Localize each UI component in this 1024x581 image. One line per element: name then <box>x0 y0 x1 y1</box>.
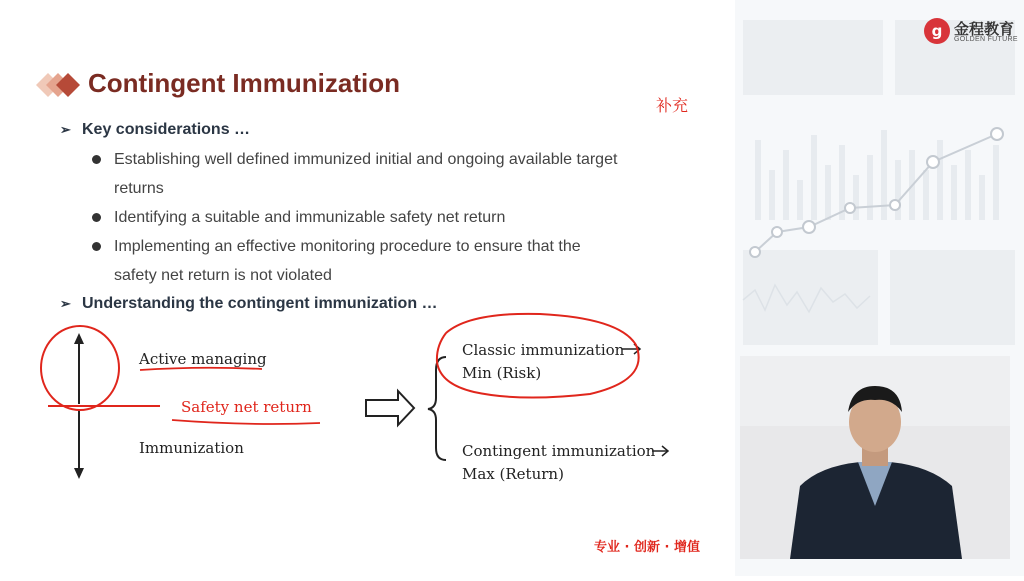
brand-logo <box>924 18 1020 46</box>
bullet-item <box>92 203 692 232</box>
section-heading-understanding <box>60 295 438 313</box>
section-heading-key-considerations <box>60 121 250 139</box>
section-heading-text: Key considerations … <box>82 121 251 138</box>
bullet-text-line: returns <box>114 180 164 197</box>
brand-name-cn: 金程教育 <box>954 20 1015 38</box>
bullet-text-line: Establishing well defined immunized initial and ongoing available target <box>114 151 618 168</box>
handwritten-circle-annotation <box>41 326 119 410</box>
bullet-dot-icon <box>92 242 101 251</box>
down-arrowhead-icon <box>74 468 84 479</box>
bullet-dot-icon <box>92 213 101 222</box>
footer-slogan: 专业 · 创新 · 增值 <box>594 540 700 555</box>
diagram-label-min-risk: Min (Risk) <box>462 364 542 382</box>
handwritten-supplement-note: 补充 <box>656 96 689 115</box>
bullet-text-line: Implementing an effective monitoring procedure to ensure that the <box>114 238 581 255</box>
presenter-picture <box>740 356 1010 559</box>
diagram-label-max-return: Max (Return) <box>462 465 564 483</box>
bullet-text-line: safety net return is not violated <box>114 267 332 284</box>
bullet-item <box>92 232 692 290</box>
right-arrowhead-icon <box>662 446 668 456</box>
diagram-label-contingent-immunization: Contingent immunization <box>462 442 656 460</box>
diamond-mark-icon <box>32 68 82 102</box>
slide-title: Contingent Immunization <box>88 68 400 98</box>
hollow-right-arrow-icon <box>366 391 414 425</box>
bullet-text-line: Identifying a suitable and immunizable safety net return <box>114 209 506 226</box>
curly-brace-icon <box>428 357 446 460</box>
handwritten-underline-safety <box>172 420 320 424</box>
right-arrow-icon: ➢ <box>60 122 71 137</box>
bullet-dot-icon <box>92 155 101 164</box>
diagram-label-safety-net-return: Safety net return <box>181 398 312 416</box>
right-arrow-icon: ➢ <box>60 296 71 311</box>
diagram-label-immunization: Immunization <box>139 439 244 457</box>
section-heading-text: Understanding the contingent immunization … <box>82 295 438 312</box>
up-arrowhead-icon <box>74 333 84 344</box>
diagram-label-active-managing: Active managing <box>139 350 267 368</box>
bullet-item <box>92 145 692 203</box>
brand-name-en: GOLDEN FUTURE <box>954 36 1018 43</box>
presenter-video <box>740 356 1010 559</box>
brand-logo-icon: g <box>924 18 950 44</box>
diagram-label-classic-immunization: Classic immunization <box>462 341 625 359</box>
handwritten-underline-active <box>140 368 262 370</box>
right-arrowhead-icon <box>634 344 640 354</box>
